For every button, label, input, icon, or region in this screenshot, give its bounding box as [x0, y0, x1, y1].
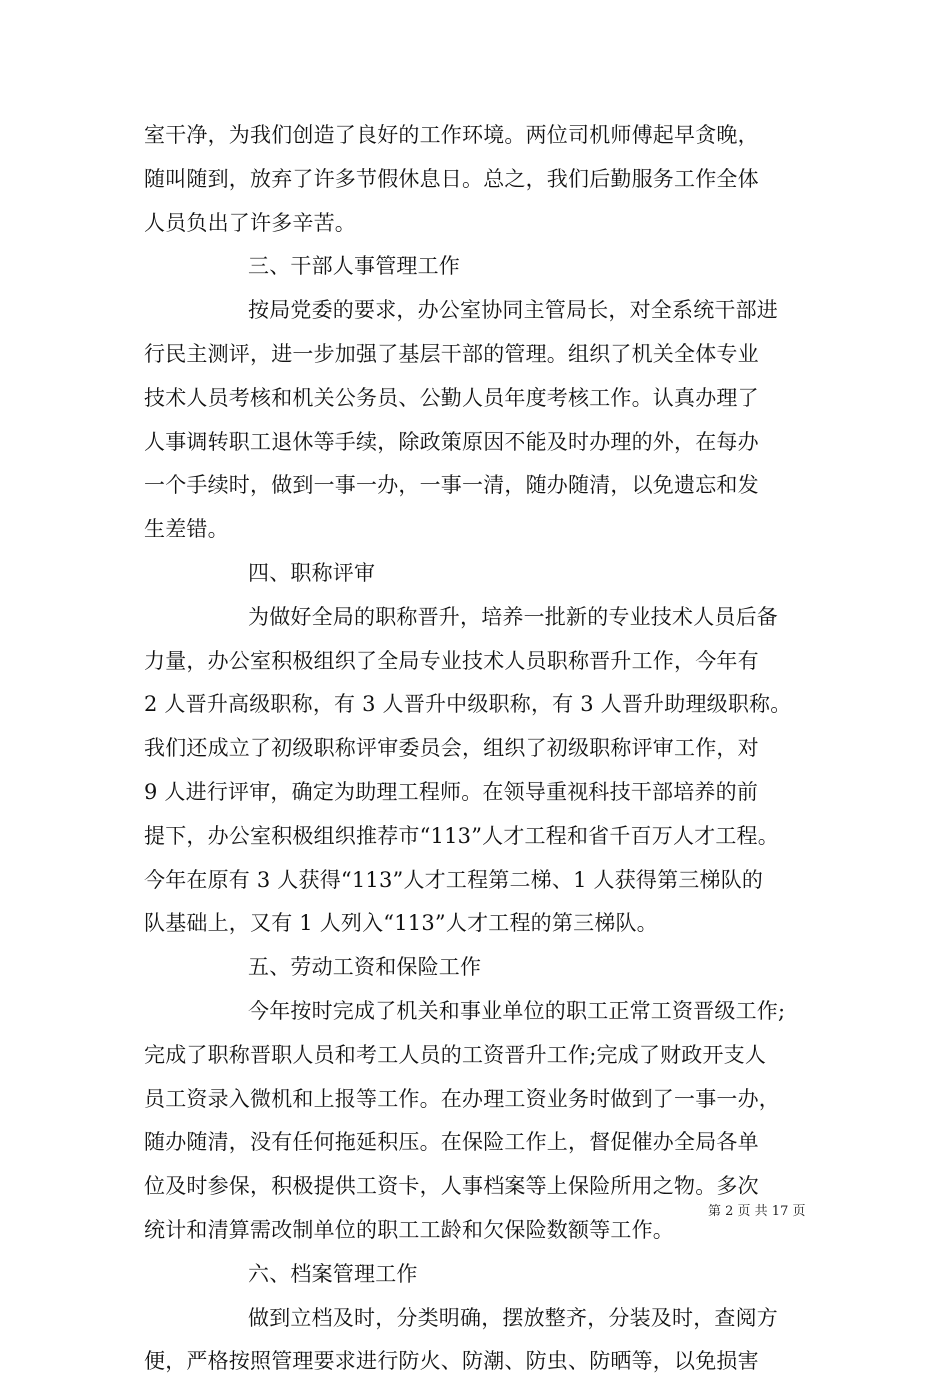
body-line: 行民主测评，进一步加强了基层干部的管理。组织了机关全体专业 — [144, 341, 759, 366]
body-line: 力量，办公室积极组织了全局专业技术人员职称晋升工作，今年有 — [144, 648, 759, 673]
body-line: 2 人晋升高级职称，有 3 人晋升中级职称，有 3 人晋升助理级职称。 — [144, 692, 792, 717]
body-line: 我们还成立了初级职称评审委员会，组织了初级职称评审工作，对 — [144, 736, 759, 761]
section-heading: 六、档案管理工作 — [248, 1261, 418, 1286]
body-line: 一个手续时，做到一事一办，一事一清，随办随清，以免遗忘和发 — [144, 473, 759, 498]
body-line: 做到立档及时，分类明确，摆放整齐，分装及时，查阅方 — [248, 1305, 778, 1330]
body-line: 员工资录入微机和上报等工作。在办理工资业务时做到了一事一办， — [144, 1086, 780, 1111]
body-line: 今年在原有 3 人获得“113”人才工程第二梯、1 人获得第三梯队的 — [144, 867, 764, 892]
body-line: 9 人进行评审，确定为助理工程师。在领导重视科技干部培养的前 — [144, 779, 759, 804]
body-line: 今年按时完成了机关和事业单位的职工正常工资晋级工作; — [248, 998, 786, 1023]
body-line: 位及时参保，积极提供工资卡，人事档案等上保险所用之物。多次 — [144, 1174, 759, 1199]
body-line: 技术人员考核和机关公务员、公勤人员年度考核工作。认真办理了 — [144, 385, 759, 410]
body-line: 便，严格按照管理要求进行防火、防潮、防虫、防晒等，以免损害 — [144, 1349, 759, 1374]
body-line: 为做好全局的职称晋升，培养一批新的专业技术人员后备 — [248, 604, 778, 629]
body-line: 统计和清算需改制单位的职工工龄和欠保险数额等工作。 — [144, 1217, 674, 1242]
body-line: 按局党委的要求，办公室协同主管局长，对全系统干部进 — [248, 298, 778, 323]
body-line: 提下，办公室积极组织推荐市“113”人才工程和省千百万人才工程。 — [144, 823, 779, 848]
body-line: 人员负出了许多辛苦。 — [144, 210, 356, 235]
body-line: 完成了职称晋职人员和考工人员的工资晋升工作;完成了财政开支人 — [144, 1042, 767, 1067]
section-heading: 五、劳动工资和保险工作 — [248, 955, 482, 980]
page-number: 第 2 页 共 17 页 — [708, 1204, 806, 1219]
section-heading: 四、职称评审 — [248, 560, 376, 585]
body-line: 生差错。 — [144, 517, 229, 542]
body-line: 队基础上，又有 1 人列入“113”人才工程的第三梯队。 — [144, 911, 658, 936]
body-line: 随叫随到，放弃了许多节假休息日。总之，我们后勤服务工作全体 — [144, 166, 759, 191]
page-body — [144, 114, 824, 1384]
body-line: 随办随清，没有任何拖延积压。在保险工作上，督促催办全局各单 — [144, 1130, 759, 1155]
body-line: 人事调转职工退休等手续，除政策原因不能及时办理的外，在每办 — [144, 429, 759, 454]
body-line: 室干净，为我们创造了良好的工作环境。两位司机师傅起早贪晚， — [144, 123, 759, 147]
section-heading: 三、干部人事管理工作 — [248, 254, 460, 279]
